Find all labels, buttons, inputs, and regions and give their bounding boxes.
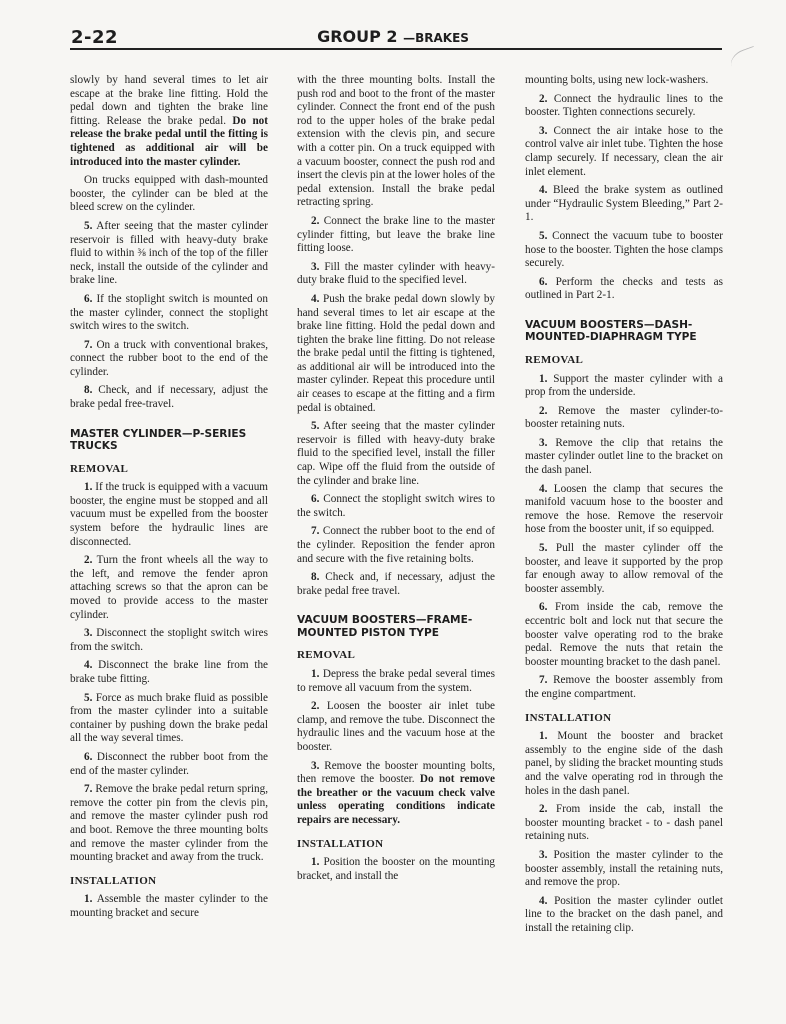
paragraph [525,895,723,936]
step-number: 3. [84,627,93,640]
paragraph-text: Perform the checks and tests as outlined in Part 2-1. [525,275,723,302]
paragraph [70,893,268,920]
step-number: 3. [539,848,548,861]
paragraph-text: Remove the brake pedal return spring, remove the cotter pin from the clevis pin, and remove the master cylinder push rod and boot. Remove the three mounting bolts and remove the master cylinder from the mounting bracket and away from the truck. [70,783,269,864]
step-number: 6. [84,750,93,763]
page-header [0,0,786,50]
step-number: 6. [84,292,93,305]
page-number: 2-22 [71,27,119,48]
section-heading: MASTER CYLINDER—P-SERIES TRUCKS [70,427,247,453]
paragraph-text: Disconnect the stoplight switch wires from the switch. [70,627,269,653]
step-number: 1. [311,856,320,869]
group-title [0,27,786,46]
paragraph [525,125,723,179]
paragraph-text: Assemble the master cylinder to the mounting bracket and secure [70,893,268,919]
paragraph-text: Fill the master cylinder with heavy-duty brake fluid to the specified level. [297,260,495,287]
paragraph [525,373,723,400]
step-number: 4. [84,659,93,672]
step-number: 3. [539,124,548,137]
subsection-heading: INSTALLATION [525,711,612,724]
step-number: 5. [311,420,320,433]
paragraph [70,384,268,411]
paragraph [525,74,723,88]
paragraph-text: Turn the front wheels all the way to the left, and remove the fender apron attaching screws so that the apron can be moved to provide access to the master cylinder. [70,554,268,621]
step-number: 2. [539,92,548,105]
paragraph-text: slowly by hand several times to let air escape at the brake line fitting. Hold the pedal down and tighten the brake line fitting. Release the brake pedal. [70,74,268,127]
step-number: 1. [84,893,93,906]
paragraph-text: Depress the brake pedal several times to remove all vacuum from the system. [297,667,495,694]
paragraph-text: Disconnect the brake line from the brake tube fitting. [70,659,269,685]
paragraph [525,184,723,225]
step-number: 6. [539,275,548,288]
paragraph [525,542,723,596]
subsection-heading: INSTALLATION [297,837,384,850]
group-label: GROUP 2 [317,27,398,46]
paragraph [525,230,723,271]
paragraph [525,483,723,537]
paragraph [297,700,495,754]
paragraph [70,659,268,686]
paragraph-text: If the truck is equipped with a vacuum booster, the engine must be stopped and all vacuum must be expelled from the booster system before the hydraulic lines are disconnected. [70,481,268,548]
paragraph [525,601,723,669]
paragraph [70,174,268,215]
paragraph [525,849,723,890]
paragraph-text: Connect the hydraulic lines to the booster. Tighten connections securely. [525,92,723,119]
column-middle [297,74,495,888]
section-label: BRAKES [415,31,469,45]
paragraph [70,627,268,654]
section-heading: VACUUM BOOSTERS—DASH-MOUNTED-DIAPHRAGM TYPE [525,318,697,344]
step-number: 4. [539,184,548,197]
paragraph [70,751,268,778]
paragraph [70,554,268,622]
paragraph-text: Disconnect the rubber boot from the end of the master cylinder. [70,750,269,777]
paragraph-text: Remove the master cylinder-to-booster retaining nuts. [525,404,723,431]
paragraph [525,276,723,303]
paragraph-text: If the stoplight switch is mounted on the master cylinder, connect the stoplight switch wires to the switch. [70,292,268,333]
paragraph-text: Connect the stoplight switch wires to the switch. [297,493,495,519]
paragraph-text: Remove the booster assembly from the engine compartment. [525,674,723,700]
step-number: 1. [311,667,320,680]
group-dash: — [403,31,416,45]
paragraph [297,525,495,566]
step-number: 2. [84,554,93,567]
paragraph-text: On a truck with conventional brakes, connect the rubber boot to the end of the cylinder. [70,338,269,378]
paragraph-text: Check and, if necessary, adjust the brake pedal free travel. [297,571,496,597]
paragraph [525,93,723,120]
paragraph [297,760,495,828]
step-number: 6. [311,493,320,506]
step-number: 6. [539,601,548,614]
step-number: 2. [311,700,320,713]
paragraph-text: mounting bolts, using new lock-washers. [525,74,709,86]
paragraph-text: Remove the booster mounting bolts, then remove the booster. [297,759,496,786]
paragraph-text: Position the master cylinder to the booster assembly, install the retaining nuts, and remove the prop. [525,848,724,889]
column-right [525,74,723,940]
step-number: 3. [311,759,320,772]
bold-warning-text: Do not remove the breather or the vacuum check valve unless operating conditions indicate repairs are necessary. [297,773,495,826]
paragraph [297,571,495,598]
paragraph-text: Loosen the clamp that secures the manifold vacuum hose to the booster and remove the hose. Remove the reservoir hose from the booster unit, if so equipped. [525,482,723,536]
paragraph-text: Pull the master cylinder off the booster, and leave it supported by the prop far enough away to allow removal of the booster assembly. [525,542,724,595]
step-number: 1. [539,730,548,743]
paragraph-text: Force as much brake fluid as possible from the master cylinder into a suitable container by pushing down the brake pedal all the way several times. [70,691,268,745]
step-number: 5. [539,542,548,555]
paragraph [297,668,495,695]
step-number: 2. [539,404,548,417]
paragraph-text: Connect the vacuum tube to booster hose to the booster. Tighten the hose clamps securely. [525,229,724,270]
paragraph-text: After seeing that the master cylinder reservoir is filled with heavy-duty brake fluid to the specified level, install the filler cap. Wipe off the fluid from the outside of the cylinder and brake line. [297,420,495,487]
step-number: 7. [539,674,548,687]
step-number: 1. [539,372,548,385]
step-number: 2. [311,214,320,227]
paragraph [297,74,495,210]
paragraph [70,74,268,169]
step-number: 5. [539,229,548,242]
paragraph-text: Push the brake pedal down slowly by hand several times to let air escape at the brake line fitting. Hold the pedal down and tighten the brake line fitting. Do not release the brake pedal until the fitting is tightened, as additional air will be introduced into the master cylinder. Repeat this procedure until air ceases to escape at the fitting and a firm pedal is obtained. [297,292,496,414]
step-number: 5. [84,691,93,704]
paragraph-text: Connect the air intake hose to the control valve air inlet tube. Tighten the hose clamp securely. If necessary, clean the air inlet element. [525,124,723,178]
paragraph [297,856,495,883]
paragraph [297,293,495,415]
subsection-heading: REMOVAL [297,649,356,662]
paragraph [70,481,268,549]
paragraph-text: Position the booster on the mounting bracket, and install the [297,856,496,882]
subsection-heading: INSTALLATION [70,874,157,887]
section-heading: VACUUM BOOSTERS—FRAME-MOUNTED PISTON TYPE [297,614,473,639]
step-number: 7. [84,783,93,796]
step-number: 8. [311,571,320,584]
paragraph-text: Support the master cylinder with a prop from the underside. [525,372,724,399]
paragraph-text: Connect the brake line to the master cylinder fitting, but leave the brake line fitting loose. [297,214,495,255]
paragraph-text: Position the master cylinder outlet line to the bracket on the dash panel, and install the retaining clip. [525,894,724,934]
paragraph-text: Remove the clip that retains the master cylinder outlet line to the bracket on the dash panel. [525,436,723,477]
bold-warning-text: Do not release the brake pedal until the fitting is tightened as additional air will be introduced into the master cylinder. [70,114,269,168]
step-number: 7. [311,525,320,538]
paragraph-text: On trucks equipped with dash-mounted booster, the cylinder can be bled at the bleed screw on the cylinder. [70,174,268,214]
column-left [70,74,268,925]
step-number: 3. [539,436,548,449]
paragraph-text: Bleed the brake system as outlined under “Hydraulic System Bleeding,” Part 2-1. [525,184,723,224]
step-number: 2. [539,803,548,816]
paragraph [297,261,495,288]
step-number: 4. [539,894,548,907]
paragraph-text: From inside the cab, remove the eccentric bolt and lock nut that secure the booster valve operating rod to the brake pedal. Remove the nuts that retain the booster mounting bracket to the dash panel. [525,601,724,668]
paragraph-text: Loosen the booster air inlet tube clamp, and remove the tube. Disconnect the hydraulic lines and the vacuum hose at the booster. [297,700,496,753]
paragraph [297,493,495,520]
paragraph [525,730,723,798]
step-number: 7. [84,338,93,351]
paragraph [525,405,723,432]
paragraph [525,674,723,701]
step-number: 4. [539,482,548,495]
subsection-heading: REMOVAL [70,462,129,475]
step-number: 5. [84,219,93,232]
paragraph [70,783,268,865]
paragraph-text: Connect the rubber boot to the end of the cylinder. Reposition the fender apron and secure with the five retaining bolts. [297,525,495,565]
step-number: 1. [84,481,93,494]
paragraph [70,293,268,334]
paragraph [70,220,268,288]
paragraph [297,215,495,256]
step-number: 3. [311,260,320,273]
step-number: 4. [311,292,320,305]
subsection-heading: REMOVAL [525,353,584,366]
page-corner-mark [727,46,760,75]
header-rule [70,48,722,50]
paragraph [297,420,495,488]
paragraph-text: From inside the cab, install the booster mounting bracket - to - dash panel retaining nuts. [525,803,723,843]
paragraph [525,803,723,844]
step-number: 8. [84,384,93,397]
paragraph [525,437,723,478]
paragraph [70,339,268,380]
paragraph-text: Mount the booster and bracket assembly to the engine side of the dash panel, by sliding the bracket mounting studs and the valve operating rod in through the holes in the dash panel. [525,730,724,797]
paragraph-text: After seeing that the master cylinder reservoir is filled with heavy-duty brake fluid to within ⅜ inch of the top of the filler neck, install the outside of the cylinder and brake line. [70,219,268,287]
paragraph-text: with the three mounting bolts. Install the push rod and boot to the front of the master cylinder. Connect the front end of the push rod to the upper holes of the brake pedal extension with the clevis pin, and secure with a cotter pin. On a truck equipped with a vacuum booster, connect the push rod and insert the clevis pin at the lower holes of the pedal extension. Install the brake pedal retracting spring. [297,74,495,209]
paragraph [70,692,268,746]
paragraph-text: Check, and if necessary, adjust the brake pedal free-travel. [70,384,269,411]
